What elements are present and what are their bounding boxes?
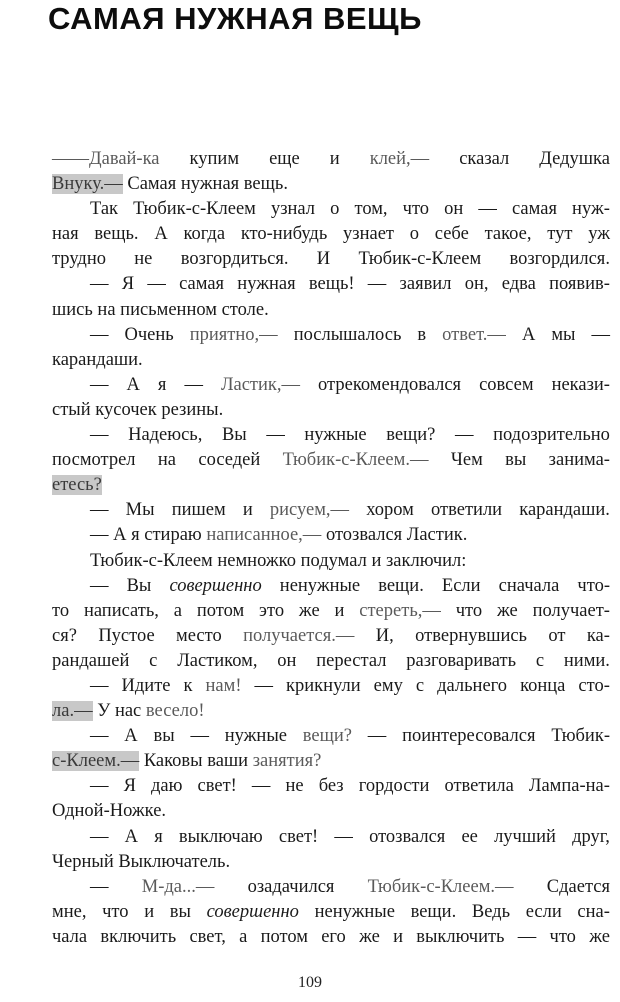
word: что — [402, 199, 430, 220]
text-line — [52, 348, 610, 373]
word: — — [591, 324, 610, 345]
word: вещи. — [410, 901, 457, 922]
word: Ведь — [471, 901, 511, 922]
word: — — [454, 425, 474, 446]
text-line — [52, 699, 610, 724]
word: — — [90, 826, 109, 847]
word: шись — [52, 299, 93, 320]
word: подозрительно — [493, 425, 610, 446]
highlighted-word: вещи? — [302, 726, 352, 747]
word: Мы — [125, 500, 155, 521]
word: же — [359, 926, 380, 947]
word: У — [97, 701, 111, 722]
word: узнает — [343, 224, 394, 245]
word: нас — [114, 701, 142, 722]
word: сна- — [577, 901, 610, 922]
word: свет! — [278, 826, 319, 847]
text-line — [52, 523, 610, 548]
text-line — [52, 247, 610, 272]
word: такое, — [484, 224, 532, 245]
word: же — [589, 926, 610, 947]
word: — — [90, 500, 109, 521]
text-line — [52, 473, 610, 498]
word: письменном — [120, 299, 217, 320]
text-line — [52, 172, 610, 197]
story-text — [52, 147, 610, 950]
word: и — [329, 149, 340, 169]
word: Тюбик-с-Клеем — [90, 550, 213, 571]
word: А — [124, 826, 139, 847]
word: ответили — [431, 500, 503, 521]
word: — — [334, 826, 353, 847]
word: крикнули — [286, 675, 361, 696]
word: А — [154, 224, 168, 245]
word: даю — [151, 776, 183, 797]
word: сначала — [498, 575, 560, 596]
word: вещь. — [94, 224, 139, 245]
word: когда — [183, 224, 226, 245]
word: сто- — [578, 675, 610, 696]
highlighted-word: етесь? — [52, 475, 102, 496]
word: включить — [100, 926, 177, 947]
text-line — [52, 649, 610, 674]
word: я — [131, 525, 140, 546]
word: Очень — [124, 324, 174, 345]
text-line — [52, 147, 610, 172]
word: и — [371, 550, 382, 571]
text-line — [52, 624, 610, 649]
word: — — [90, 776, 109, 797]
word: рандашей — [52, 650, 130, 671]
word: — — [90, 675, 109, 696]
word: свет, — [189, 926, 226, 947]
word: — — [90, 575, 109, 596]
word: — — [90, 274, 109, 295]
word: нужная — [237, 274, 296, 295]
word: отрекомендовался — [318, 374, 462, 395]
word: в — [417, 324, 427, 345]
word: и — [393, 926, 403, 947]
word: на — [97, 299, 116, 320]
highlighted-word: клей,— — [369, 149, 430, 169]
word: вещь. — [243, 174, 288, 195]
word: если — [525, 901, 562, 922]
word: на — [157, 450, 177, 471]
word: Вы — [126, 575, 152, 596]
word: стираю — [144, 525, 202, 546]
word: А — [521, 324, 536, 345]
word: о — [409, 224, 420, 245]
word: отвернувшись — [415, 625, 527, 646]
highlighted-word: написанное,— — [206, 525, 322, 546]
word: место — [176, 625, 222, 646]
word: вещь! — [308, 274, 355, 295]
text-line — [52, 674, 610, 699]
word: — — [90, 525, 109, 546]
word: Самая — [127, 174, 177, 195]
word: Тюбик- — [551, 726, 610, 747]
page-title: САМАЯ НУЖНАЯ ВЕЩЬ — [48, 1, 422, 36]
word: дальнего — [437, 675, 508, 696]
word: — — [184, 374, 203, 395]
word: нужная — [180, 174, 240, 195]
text-line — [52, 398, 610, 423]
word: же — [298, 600, 320, 621]
text-line — [52, 724, 610, 749]
word: ненужные — [314, 901, 395, 922]
word: ненужные — [279, 575, 361, 596]
word: А — [126, 374, 140, 395]
word: кто-нибудь — [240, 224, 328, 245]
highlighted-word: занятия? — [252, 751, 322, 772]
highlighted-word: М-да...— — [141, 876, 215, 897]
word: возгордиться. — [180, 249, 289, 270]
word: — — [367, 726, 387, 747]
word: посмотрел — [52, 450, 136, 471]
highlighted-word: рисуем,— — [269, 500, 350, 521]
text-line — [52, 850, 610, 875]
word: не — [285, 776, 304, 797]
word: нужные — [224, 726, 287, 747]
word: я — [157, 374, 167, 395]
word: купим — [189, 149, 240, 169]
highlighted-word: весело! — [145, 701, 205, 722]
word: хором — [366, 500, 414, 521]
text-line — [52, 272, 610, 297]
word: Тюбик-с-Клеем — [133, 199, 256, 220]
word: ка- — [586, 625, 610, 646]
word: самая — [512, 199, 557, 220]
word: вы — [153, 726, 175, 747]
word: Так — [90, 199, 119, 220]
word: а — [173, 600, 182, 621]
word: выключаю — [178, 826, 263, 847]
word: ваши — [207, 751, 249, 772]
word: и — [334, 600, 345, 621]
word: потом — [260, 926, 308, 947]
word: вы — [169, 901, 191, 922]
word: совсем — [479, 374, 534, 395]
highlighted-word: ла.— — [52, 701, 93, 722]
text-line — [52, 423, 610, 448]
word: от — [548, 625, 566, 646]
highlighted-word: стереть,— — [359, 600, 441, 621]
word: свет! — [197, 776, 237, 797]
word: Тюбик-с-Клеем — [358, 249, 482, 270]
word: подумал — [300, 550, 367, 571]
emphasized-word: совершенно — [169, 575, 262, 596]
word: — — [478, 199, 497, 220]
highlighted-word: Внуку.— — [52, 174, 123, 195]
word: карандаши. — [519, 500, 610, 521]
word: — — [266, 425, 285, 446]
page-number: 109 — [298, 974, 322, 991]
text-line — [52, 925, 610, 950]
text-line — [52, 599, 610, 624]
word: Дедушка — [539, 149, 610, 169]
word: что — [549, 926, 576, 947]
word: Пустое — [98, 625, 155, 646]
word: тут — [547, 224, 573, 245]
word: ся? — [52, 625, 77, 646]
word: же — [496, 600, 518, 621]
word: нужные — [304, 425, 367, 446]
word: И — [316, 249, 331, 270]
word: — — [367, 274, 387, 295]
highlighted-word: Тюбик-с-Клеем.— — [282, 450, 429, 471]
word: Одной-Ножке. — [52, 801, 167, 822]
word: появив- — [549, 274, 610, 295]
word: некази- — [551, 374, 610, 395]
word: вещи? — [386, 425, 436, 446]
word: поинтересовался — [402, 726, 536, 747]
word: заключил: — [385, 550, 467, 571]
word: друг, — [572, 826, 610, 847]
text-line — [52, 323, 610, 348]
word: послышалось — [293, 324, 402, 345]
word: и — [242, 500, 253, 521]
word: Если — [441, 575, 481, 596]
word: отозвался — [325, 525, 403, 546]
word: карандаши. — [52, 349, 143, 370]
word: выключить — [416, 926, 505, 947]
word: с — [535, 650, 545, 671]
word: отозвался — [369, 826, 446, 847]
word: — — [90, 374, 109, 395]
word: стый — [52, 399, 91, 420]
word: без — [318, 776, 344, 797]
word: — — [90, 425, 109, 446]
word: Идите — [121, 675, 171, 696]
word: лучший — [494, 826, 556, 847]
word: Каковы — [143, 751, 203, 772]
word: Выключатель. — [118, 851, 231, 872]
word: — — [90, 324, 109, 345]
word: Лампа-на- — [528, 776, 610, 797]
highlighted-word: Ластик,— — [220, 374, 301, 395]
word: ему — [373, 675, 403, 696]
text-line — [52, 448, 610, 473]
word: — — [90, 876, 109, 897]
word: Я — [123, 776, 136, 797]
word: себе — [434, 224, 469, 245]
word: трудно — [52, 249, 106, 270]
text-line — [52, 774, 610, 799]
word: то — [52, 600, 70, 621]
word: — — [254, 675, 274, 696]
word: ее — [461, 826, 478, 847]
word: о — [330, 199, 340, 220]
word: конца — [520, 675, 566, 696]
word: занима- — [548, 450, 610, 471]
word: Ластик. — [406, 525, 468, 546]
text-line — [52, 549, 610, 574]
highlighted-word: приятно,— — [189, 324, 278, 345]
word: с — [415, 675, 425, 696]
text-line — [52, 222, 610, 247]
word: что — [455, 600, 483, 621]
word: И, — [375, 625, 394, 646]
word: возгордился. — [509, 249, 610, 270]
word: соседей — [198, 450, 261, 471]
word: сказал — [459, 149, 510, 169]
word: узнал — [270, 199, 316, 220]
word: — — [147, 274, 166, 295]
word: а — [239, 926, 248, 947]
text-line — [52, 373, 610, 398]
word: разговаривать — [406, 650, 517, 671]
word: что — [102, 901, 129, 922]
highlighted-word: ответ.— — [442, 324, 506, 345]
word: едва — [501, 274, 536, 295]
word: — — [251, 776, 271, 797]
word: потом — [196, 600, 245, 621]
word: его — [321, 926, 346, 947]
text-line — [52, 900, 610, 925]
word: уж — [588, 224, 610, 245]
word: Вы — [221, 425, 247, 446]
word: Ластиком, — [177, 650, 258, 671]
text-line — [52, 825, 610, 850]
highlighted-word: ——Давай-ка — [52, 149, 160, 169]
highlighted-word: нам! — [205, 675, 242, 696]
word: он — [277, 650, 297, 671]
word: резины. — [161, 399, 224, 420]
highlighted-word: получается.— — [243, 625, 355, 646]
word: Чем — [450, 450, 483, 471]
text-line — [52, 498, 610, 523]
word: Я — [121, 274, 135, 295]
word: написать, — [83, 600, 159, 621]
word: ответила — [444, 776, 514, 797]
word: и — [144, 901, 155, 922]
word: это — [259, 600, 285, 621]
word: Черный — [52, 851, 114, 872]
word: ная — [52, 224, 79, 245]
word: перестал — [316, 650, 387, 671]
highlighted-word: с-Клеем.— — [52, 751, 140, 772]
text-line — [52, 799, 610, 824]
word: столе. — [221, 299, 269, 320]
word: — — [90, 726, 109, 747]
word: мне, — [52, 901, 87, 922]
emphasized-word: совершенно — [206, 901, 299, 922]
word: я — [154, 826, 163, 847]
word: гордости — [358, 776, 430, 797]
word: том, — [354, 199, 388, 220]
word: он, — [464, 274, 489, 295]
word: — — [190, 726, 209, 747]
word: Сдается — [546, 876, 610, 897]
word: к — [183, 675, 193, 696]
word: пишем — [171, 500, 226, 521]
text-line — [52, 298, 610, 323]
word: не — [134, 249, 153, 270]
word: еще — [269, 149, 300, 169]
text-line — [52, 749, 610, 774]
word: ними. — [563, 650, 610, 671]
word: чала — [52, 926, 88, 947]
word: — — [517, 926, 537, 947]
highlighted-word: Тюбик-с-Клеем.— — [367, 876, 514, 897]
word: мы — [551, 324, 576, 345]
word: он — [444, 199, 464, 220]
word: самая — [179, 274, 225, 295]
word: кусочек — [95, 399, 157, 420]
word: нуж- — [572, 199, 610, 220]
word: с — [149, 650, 158, 671]
word: Надеюсь, — [128, 425, 203, 446]
word: озадачился — [247, 876, 335, 897]
word: А — [113, 525, 127, 546]
word: вещи. — [378, 575, 424, 596]
text-line — [52, 574, 610, 599]
word: получает- — [532, 600, 610, 621]
text-line — [52, 197, 610, 222]
word: А — [124, 726, 138, 747]
word: вы — [505, 450, 527, 471]
text-line — [52, 875, 610, 900]
word: немножко — [217, 550, 296, 571]
word: заявил — [399, 274, 452, 295]
word: что- — [577, 575, 610, 596]
